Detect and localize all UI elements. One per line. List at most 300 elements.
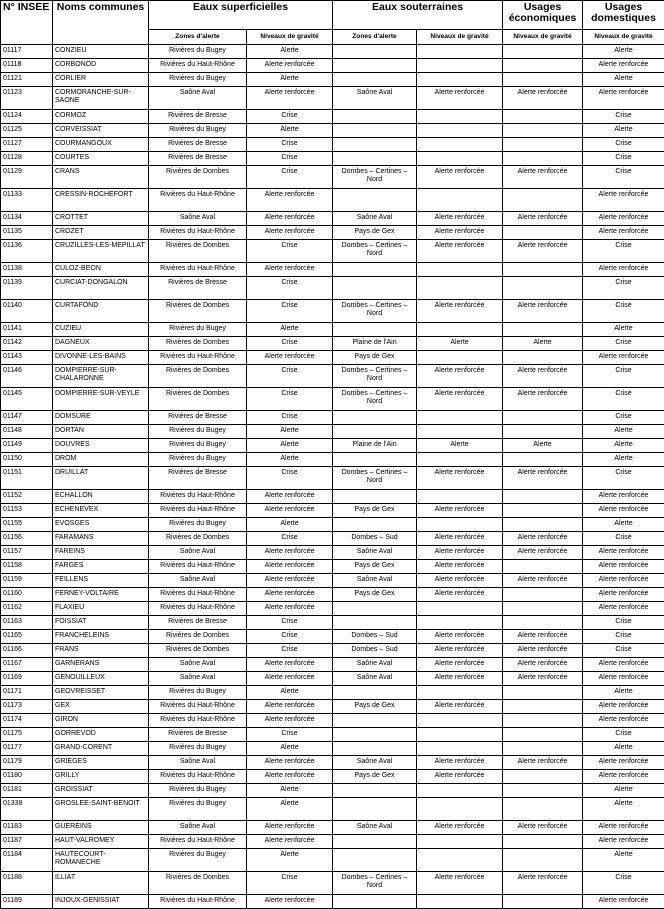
ground-level-cell — [417, 895, 503, 909]
surface-level-cell: Alerte renforcée — [247, 351, 333, 365]
surface-zone-cell: Rivières de Dombes — [149, 532, 247, 546]
header-usages-economiques: Usages économiques — [503, 1, 583, 30]
table-row — [1, 351, 664, 365]
insee-code-cell: 01121 — [1, 73, 53, 87]
table-row — [1, 588, 664, 602]
surface-zone-cell: Rivières du Haut-Rhône — [149, 770, 247, 784]
ground-level-cell — [417, 686, 503, 700]
header-eaux-superficielles: Eaux superficielles — [149, 1, 333, 30]
surface-zone-cell: Rivières du Haut-Rhône — [149, 189, 247, 212]
insee-code-cell: 01181 — [1, 784, 53, 798]
surface-zone-cell: Rivières du Haut-Rhône — [149, 504, 247, 518]
domestic-level-cell: Alerte — [583, 518, 664, 532]
economic-level-cell: Alerte renforcée — [503, 672, 583, 686]
table-row — [1, 560, 664, 574]
commune-name-cell: GRAND-CORENT — [53, 742, 149, 756]
ground-zone-cell — [333, 728, 417, 742]
ground-zone-cell — [333, 152, 417, 166]
ground-level-cell: Alerte renforcée — [417, 872, 503, 895]
surface-zone-cell: Rivières de Dombes — [149, 630, 247, 644]
economic-level-cell: Alerte renforcée — [503, 872, 583, 895]
ground-level-cell: Alerte renforcée — [417, 240, 503, 263]
surface-zone-cell: Rivières du Haut-Rhône — [149, 560, 247, 574]
commune-name-cell: HAUTECOURT-ROMANECHE — [53, 849, 149, 872]
insee-code-cell: 01150 — [1, 453, 53, 467]
commune-name-cell: CORLIER — [53, 73, 149, 87]
surface-zone-cell: Rivières de Bresse — [149, 411, 247, 425]
surface-zone-cell: Rivières du Bugey — [149, 73, 247, 87]
ground-level-cell: Alerte renforcée — [417, 630, 503, 644]
economic-level-cell — [503, 835, 583, 849]
domestic-level-cell: Crise — [583, 110, 664, 124]
surface-level-cell: Alerte renforcée — [247, 658, 333, 672]
economic-level-cell — [503, 714, 583, 728]
commune-name-cell: GORREVOD — [53, 728, 149, 742]
table-row — [1, 798, 664, 821]
table-row — [1, 226, 664, 240]
economic-level-cell — [503, 798, 583, 821]
commune-name-cell: FRANS — [53, 644, 149, 658]
surface-level-cell: Alerte — [247, 425, 333, 439]
commune-name-cell: DOMPIERRE-SUR-CHALARONNE — [53, 365, 149, 388]
ground-level-cell: Alerte renforcée — [417, 532, 503, 546]
domestic-level-cell: Alerte renforcée — [583, 212, 664, 226]
table-row — [1, 73, 664, 87]
ground-level-cell — [417, 784, 503, 798]
table-row — [1, 45, 664, 59]
header-niveaux-domestiques: Niveaux de gravité — [583, 30, 664, 45]
domestic-level-cell: Alerte renforcée — [583, 59, 664, 73]
header-niveaux-superficielles: Niveaux de gravité — [247, 30, 333, 45]
table-row — [1, 138, 664, 152]
economic-level-cell — [503, 616, 583, 630]
domestic-level-cell: Crise — [583, 166, 664, 189]
insee-code-cell: 01135 — [1, 226, 53, 240]
domestic-level-cell: Alerte renforcée — [583, 560, 664, 574]
ground-zone-cell — [333, 602, 417, 616]
surface-zone-cell: Rivières de Dombes — [149, 872, 247, 895]
commune-name-cell: GROISSIAT — [53, 784, 149, 798]
ground-zone-cell — [333, 714, 417, 728]
ground-zone-cell — [333, 490, 417, 504]
domestic-level-cell: Alerte renforcée — [583, 351, 664, 365]
surface-level-cell: Crise — [247, 300, 333, 323]
economic-level-cell — [503, 59, 583, 73]
ground-zone-cell: Saône Aval — [333, 672, 417, 686]
insee-code-cell: 01138 — [1, 263, 53, 277]
surface-zone-cell: Rivières de Dombes — [149, 644, 247, 658]
surface-zone-cell: Rivières du Bugey — [149, 798, 247, 821]
domestic-level-cell: Crise — [583, 411, 664, 425]
domestic-level-cell: Alerte renforcée — [583, 546, 664, 560]
economic-level-cell — [503, 518, 583, 532]
domestic-level-cell: Alerte — [583, 45, 664, 59]
ground-zone-cell — [333, 59, 417, 73]
ground-level-cell — [417, 425, 503, 439]
ground-level-cell: Alerte renforcée — [417, 87, 503, 110]
commune-name-cell: CRANS — [53, 166, 149, 189]
commune-name-cell: GRIEGES — [53, 756, 149, 770]
table-row — [1, 644, 664, 658]
surface-zone-cell: Saône Aval — [149, 658, 247, 672]
ground-zone-cell — [333, 784, 417, 798]
insee-code-cell: 01147 — [1, 411, 53, 425]
ground-zone-cell — [333, 277, 417, 300]
surface-zone-cell: Rivières de Dombes — [149, 365, 247, 388]
surface-level-cell: Alerte renforcée — [247, 59, 333, 73]
domestic-level-cell: Alerte renforcée — [583, 821, 664, 835]
economic-level-cell — [503, 73, 583, 87]
surface-level-cell: Alerte renforcée — [247, 895, 333, 909]
domestic-level-cell: Crise — [583, 630, 664, 644]
surface-level-cell: Crise — [247, 138, 333, 152]
commune-name-cell: CRUZILLES-LES-MEPILLAT — [53, 240, 149, 263]
domestic-level-cell: Alerte — [583, 73, 664, 87]
table-row — [1, 59, 664, 73]
commune-name-cell: ILLIAT — [53, 872, 149, 895]
ground-zone-cell — [333, 453, 417, 467]
economic-level-cell — [503, 453, 583, 467]
ground-level-cell — [417, 453, 503, 467]
ground-zone-cell: Plaine de l'Ain — [333, 439, 417, 453]
surface-zone-cell: Rivières de Bresse — [149, 110, 247, 124]
commune-name-cell: DIVONNE-LES-BAINS — [53, 351, 149, 365]
table-row — [1, 467, 664, 490]
insee-code-cell: 01149 — [1, 439, 53, 453]
domestic-level-cell: Alerte renforcée — [583, 490, 664, 504]
surface-level-cell: Alerte — [247, 784, 333, 798]
surface-zone-cell: Rivières du Bugey — [149, 124, 247, 138]
ground-level-cell — [417, 138, 503, 152]
domestic-level-cell: Alerte renforcée — [583, 588, 664, 602]
ground-zone-cell — [333, 835, 417, 849]
surface-level-cell: Alerte renforcée — [247, 490, 333, 504]
economic-level-cell: Alerte renforcée — [503, 388, 583, 411]
ground-level-cell — [417, 263, 503, 277]
domestic-level-cell: Alerte — [583, 323, 664, 337]
insee-code-cell: 01162 — [1, 602, 53, 616]
ground-zone-cell — [333, 895, 417, 909]
header-eaux-souterraines: Eaux souterraines — [333, 1, 503, 30]
commune-name-cell: CORBONOD — [53, 59, 149, 73]
economic-level-cell — [503, 124, 583, 138]
insee-code-cell: 01139 — [1, 277, 53, 300]
ground-zone-cell: Saône Aval — [333, 658, 417, 672]
surface-zone-cell: Saône Aval — [149, 212, 247, 226]
header-insee: N° INSEE — [1, 1, 53, 45]
surface-zone-cell: Saône Aval — [149, 672, 247, 686]
table-row — [1, 672, 664, 686]
surface-level-cell: Crise — [247, 411, 333, 425]
surface-level-cell: Alerte renforcée — [247, 574, 333, 588]
surface-zone-cell: Rivières du Haut-Rhône — [149, 490, 247, 504]
insee-code-cell: 01166 — [1, 644, 53, 658]
ground-zone-cell: Pays de Gex — [333, 504, 417, 518]
ground-level-cell — [417, 798, 503, 821]
surface-level-cell: Crise — [247, 630, 333, 644]
table-row — [1, 546, 664, 560]
insee-code-cell: 01163 — [1, 616, 53, 630]
ground-level-cell: Alerte renforcée — [417, 560, 503, 574]
surface-level-cell: Alerte — [247, 686, 333, 700]
surface-level-cell: Alerte renforcée — [247, 263, 333, 277]
ground-zone-cell: Saône Aval — [333, 212, 417, 226]
surface-level-cell: Alerte — [247, 45, 333, 59]
economic-level-cell: Alerte renforcée — [503, 756, 583, 770]
table-row — [1, 728, 664, 742]
insee-code-cell: 01124 — [1, 110, 53, 124]
insee-code-cell: 01117 — [1, 45, 53, 59]
commune-name-cell: FARAMANS — [53, 532, 149, 546]
insee-code-cell: 01338 — [1, 798, 53, 821]
ground-zone-cell — [333, 425, 417, 439]
ground-level-cell: Alerte renforcée — [417, 821, 503, 835]
insee-code-cell: 01118 — [1, 59, 53, 73]
surface-level-cell: Alerte — [247, 518, 333, 532]
insee-code-cell: 01141 — [1, 323, 53, 337]
table-row — [1, 212, 664, 226]
economic-level-cell — [503, 700, 583, 714]
commune-name-cell: ECHENEVEX — [53, 504, 149, 518]
economic-level-cell: Alerte — [503, 439, 583, 453]
insee-code-cell: 01157 — [1, 546, 53, 560]
surface-zone-cell: Rivières de Bresse — [149, 728, 247, 742]
surface-level-cell: Alerte renforcée — [247, 714, 333, 728]
domestic-level-cell: Alerte renforcée — [583, 189, 664, 212]
economic-level-cell — [503, 686, 583, 700]
table-row — [1, 166, 664, 189]
domestic-level-cell: Crise — [583, 467, 664, 490]
insee-code-cell: 01140 — [1, 300, 53, 323]
domestic-level-cell: Alerte renforcée — [583, 700, 664, 714]
header-niveaux-souterraines: Niveaux de gravité — [417, 30, 503, 45]
insee-code-cell: 01127 — [1, 138, 53, 152]
table-row — [1, 124, 664, 138]
ground-level-cell — [417, 189, 503, 212]
commune-name-cell: GEOVREISSET — [53, 686, 149, 700]
insee-code-cell: 01184 — [1, 849, 53, 872]
table-row — [1, 872, 664, 895]
surface-level-cell: Alerte renforcée — [247, 602, 333, 616]
surface-level-cell: Crise — [247, 110, 333, 124]
economic-level-cell: Alerte renforcée — [503, 365, 583, 388]
surface-zone-cell: Rivières du Bugey — [149, 849, 247, 872]
ground-level-cell: Alerte renforcée — [417, 212, 503, 226]
commune-name-cell: CRESSIN-ROCHEFORT — [53, 189, 149, 212]
insee-code-cell: 01179 — [1, 756, 53, 770]
surface-zone-cell: Saône Aval — [149, 574, 247, 588]
economic-level-cell — [503, 588, 583, 602]
domestic-level-cell: Alerte renforcée — [583, 672, 664, 686]
table-row — [1, 574, 664, 588]
domestic-level-cell: Crise — [583, 532, 664, 546]
insee-code-cell: 01143 — [1, 351, 53, 365]
ground-zone-cell — [333, 686, 417, 700]
ground-zone-cell — [333, 849, 417, 872]
surface-zone-cell: Rivières du Bugey — [149, 518, 247, 532]
economic-level-cell — [503, 351, 583, 365]
ground-level-cell — [417, 323, 503, 337]
commune-name-cell: CORMOZ — [53, 110, 149, 124]
surface-level-cell: Alerte — [247, 849, 333, 872]
surface-zone-cell: Rivières de Bresse — [149, 616, 247, 630]
table-row — [1, 152, 664, 166]
domestic-level-cell: Crise — [583, 300, 664, 323]
table-row — [1, 518, 664, 532]
commune-name-cell: FARGES — [53, 560, 149, 574]
surface-zone-cell: Rivières de Bresse — [149, 467, 247, 490]
domestic-level-cell: Crise — [583, 644, 664, 658]
ground-level-cell: Alerte renforcée — [417, 300, 503, 323]
ground-level-cell: Alerte — [417, 337, 503, 351]
ground-zone-cell: Dombes – Certines – Nord — [333, 365, 417, 388]
insee-code-cell: 01175 — [1, 728, 53, 742]
insee-code-cell: 01133 — [1, 189, 53, 212]
surface-zone-cell: Rivières de Bresse — [149, 138, 247, 152]
ground-level-cell: Alerte renforcée — [417, 546, 503, 560]
surface-zone-cell: Rivières de Dombes — [149, 300, 247, 323]
surface-level-cell: Crise — [247, 277, 333, 300]
commune-name-cell: GARNERANS — [53, 658, 149, 672]
ground-level-cell — [417, 277, 503, 300]
ground-level-cell: Alerte renforcée — [417, 388, 503, 411]
economic-level-cell: Alerte renforcée — [503, 546, 583, 560]
domestic-level-cell: Alerte — [583, 784, 664, 798]
domestic-level-cell: Crise — [583, 872, 664, 895]
economic-level-cell — [503, 490, 583, 504]
ground-zone-cell — [333, 189, 417, 212]
economic-level-cell: Alerte renforcée — [503, 658, 583, 672]
table-row — [1, 365, 664, 388]
commune-name-cell: DAGNEUX — [53, 337, 149, 351]
table-row — [1, 784, 664, 798]
commune-name-cell: FERNEY-VOLTAIRE — [53, 588, 149, 602]
header-zones-souterraines: Zones d'alerte — [333, 30, 417, 45]
domestic-level-cell: Crise — [583, 277, 664, 300]
economic-level-cell — [503, 849, 583, 872]
surface-zone-cell: Rivières du Haut-Rhône — [149, 263, 247, 277]
economic-level-cell — [503, 411, 583, 425]
ground-level-cell — [417, 110, 503, 124]
table-row — [1, 277, 664, 300]
economic-level-cell: Alerte renforcée — [503, 630, 583, 644]
insee-code-cell: 01136 — [1, 240, 53, 263]
ground-zone-cell: Saône Aval — [333, 756, 417, 770]
ground-zone-cell: Dombes – Certines – Nord — [333, 300, 417, 323]
surface-level-cell: Crise — [247, 616, 333, 630]
commune-name-cell: CULOZ-BEON — [53, 263, 149, 277]
economic-level-cell: Alerte renforcée — [503, 87, 583, 110]
surface-zone-cell: Rivières de Bresse — [149, 152, 247, 166]
commune-name-cell: CORMORANCHE-SUR-SAONE — [53, 87, 149, 110]
ground-zone-cell: Dombes – Certines – Nord — [333, 166, 417, 189]
surface-level-cell: Alerte renforcée — [247, 588, 333, 602]
domestic-level-cell: Crise — [583, 152, 664, 166]
header-zones-superficielles: Zones d'alerte — [149, 30, 247, 45]
surface-level-cell: Alerte renforcée — [247, 504, 333, 518]
economic-level-cell — [503, 602, 583, 616]
insee-code-cell: 01123 — [1, 87, 53, 110]
table-row — [1, 742, 664, 756]
economic-level-cell: Alerte renforcée — [503, 212, 583, 226]
economic-level-cell: Alerte — [503, 337, 583, 351]
insee-code-cell: 01183 — [1, 821, 53, 835]
domestic-level-cell: Alerte renforcée — [583, 835, 664, 849]
surface-zone-cell: Rivières de Bresse — [149, 277, 247, 300]
commune-name-cell: CUZIEU — [53, 323, 149, 337]
ground-level-cell: Alerte renforcée — [417, 672, 503, 686]
economic-level-cell — [503, 110, 583, 124]
economic-level-cell — [503, 770, 583, 784]
table-row — [1, 323, 664, 337]
table-row — [1, 240, 664, 263]
table-row — [1, 263, 664, 277]
ground-level-cell — [417, 45, 503, 59]
domestic-level-cell: Alerte renforcée — [583, 895, 664, 909]
commune-name-cell: CROTTET — [53, 212, 149, 226]
insee-code-cell: 01148 — [1, 425, 53, 439]
surface-zone-cell: Rivières du Bugey — [149, 323, 247, 337]
insee-code-cell: 01158 — [1, 560, 53, 574]
economic-level-cell — [503, 784, 583, 798]
surface-zone-cell: Rivières du Bugey — [149, 45, 247, 59]
domestic-level-cell: Alerte renforcée — [583, 714, 664, 728]
economic-level-cell — [503, 152, 583, 166]
ground-zone-cell: Pays de Gex — [333, 351, 417, 365]
surface-level-cell: Alerte renforcée — [247, 770, 333, 784]
surface-level-cell: Alerte renforcée — [247, 700, 333, 714]
ground-zone-cell — [333, 110, 417, 124]
economic-level-cell: Alerte renforcée — [503, 240, 583, 263]
ground-zone-cell — [333, 138, 417, 152]
domestic-level-cell: Alerte — [583, 798, 664, 821]
surface-zone-cell: Rivières du Bugey — [149, 742, 247, 756]
domestic-level-cell: Alerte renforcée — [583, 87, 664, 110]
table-row — [1, 895, 664, 909]
economic-level-cell — [503, 263, 583, 277]
ground-level-cell — [417, 73, 503, 87]
ground-level-cell: Alerte renforcée — [417, 770, 503, 784]
ground-zone-cell: Dombes – Sud — [333, 630, 417, 644]
ground-zone-cell — [333, 124, 417, 138]
economic-level-cell: Alerte renforcée — [503, 644, 583, 658]
commune-name-cell: FRANCHELEINS — [53, 630, 149, 644]
surface-zone-cell: Rivières de Dombes — [149, 240, 247, 263]
ground-zone-cell — [333, 323, 417, 337]
surface-zone-cell: Saône Aval — [149, 546, 247, 560]
commune-name-cell: GUEREINS — [53, 821, 149, 835]
table-row — [1, 490, 664, 504]
ground-zone-cell — [333, 263, 417, 277]
ground-zone-cell — [333, 742, 417, 756]
surface-level-cell: Crise — [247, 240, 333, 263]
insee-code-cell: 01180 — [1, 770, 53, 784]
ground-level-cell — [417, 616, 503, 630]
surface-zone-cell: Rivières de Dombes — [149, 166, 247, 189]
insee-code-cell: 01156 — [1, 532, 53, 546]
surface-zone-cell: Saône Aval — [149, 821, 247, 835]
surface-zone-cell: Rivières du Haut-Rhône — [149, 714, 247, 728]
ground-level-cell — [417, 490, 503, 504]
surface-zone-cell: Saône Aval — [149, 756, 247, 770]
ground-zone-cell: Plaine de l'Ain — [333, 337, 417, 351]
commune-name-cell: FOISSIAT — [53, 616, 149, 630]
commune-name-cell: DROM — [53, 453, 149, 467]
commune-name-cell: EVOSGES — [53, 518, 149, 532]
commune-name-cell: FAREINS — [53, 546, 149, 560]
table-row — [1, 770, 664, 784]
surface-zone-cell: Rivières du Bugey — [149, 425, 247, 439]
